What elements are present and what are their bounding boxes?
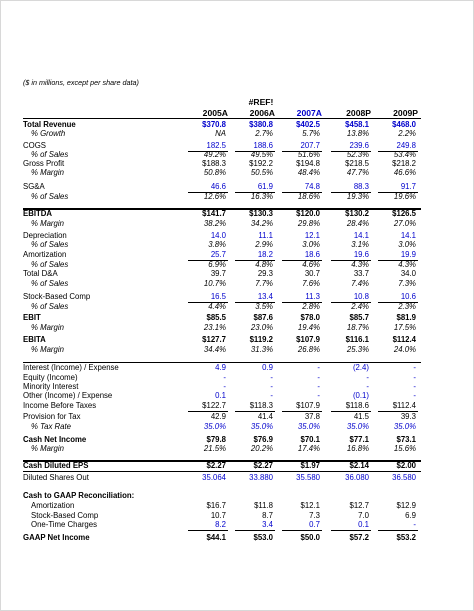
- cell-value: $122.7: [202, 401, 226, 410]
- cell-underline: [331, 302, 371, 303]
- cell-value: 16.8%: [346, 444, 369, 453]
- cell-value: 18.6: [304, 250, 320, 259]
- row-label: Total D&A: [23, 269, 58, 278]
- cell-underline: [282, 260, 322, 261]
- cell-value: 4.4%: [208, 302, 226, 311]
- cell-value: 249.8: [396, 141, 416, 150]
- cell-value: 36.580: [392, 473, 416, 482]
- cell-value: $79.8: [206, 435, 226, 444]
- cell-value: $107.9: [296, 335, 320, 344]
- cell-value: 12.6%: [203, 192, 226, 201]
- cell-value: 38.2%: [203, 219, 226, 228]
- cell-underline: [378, 151, 418, 152]
- cell-value: 39.7: [210, 269, 226, 278]
- cell-underline: [188, 151, 228, 152]
- cell-underline: [282, 192, 322, 193]
- cell-value: $70.1: [300, 435, 320, 444]
- cell-value: 8.2: [215, 520, 226, 529]
- cell-value: $126.5: [392, 209, 416, 218]
- table-row: [23, 168, 421, 178]
- cell-value: 25.3%: [346, 345, 369, 354]
- cell-value: 182.5: [206, 141, 226, 150]
- col-header-2006a: 2006A: [249, 108, 275, 118]
- cell-value: 11.1: [258, 231, 273, 240]
- cell-value: 3.0%: [302, 240, 320, 249]
- row-label: % Margin: [31, 168, 64, 177]
- cell-value: NA: [215, 129, 226, 138]
- row-label: % Margin: [31, 219, 64, 228]
- cell-value: $77.1: [349, 435, 369, 444]
- table-row: [23, 501, 421, 511]
- row-label: Amortization: [31, 501, 75, 510]
- cell-value: 7.7%: [255, 279, 273, 288]
- table-row: [23, 129, 421, 139]
- cell-value: -: [413, 363, 416, 372]
- cell-value: $85.5: [206, 313, 226, 322]
- table-row: [23, 461, 421, 471]
- cell-value: -: [317, 373, 320, 382]
- table-row: [23, 520, 421, 530]
- cell-value: 10.6: [400, 292, 416, 301]
- cell-value: 36.080: [345, 473, 369, 482]
- table-row: [23, 491, 421, 501]
- cell-underline: [331, 192, 371, 193]
- eps-rule-bottom: [23, 471, 421, 472]
- cell-value: $16.7: [206, 501, 226, 510]
- cell-value: 31.3%: [250, 345, 273, 354]
- cell-value: 8.7: [262, 511, 273, 520]
- cell-value: 207.7: [300, 141, 320, 150]
- cell-value: 49.2%: [203, 150, 226, 159]
- cell-value: 34.2%: [250, 219, 273, 228]
- cell-value: $116.1: [345, 335, 369, 344]
- row-label: % Margin: [31, 345, 64, 354]
- units-note: ($ in millions, except per share data): [23, 78, 139, 87]
- cell-value: $130.3: [249, 209, 273, 218]
- cell-value: $12.1: [300, 501, 320, 510]
- cell-value: 35.0%: [297, 422, 320, 431]
- cell-underline: [331, 411, 371, 412]
- cell-underline: [235, 192, 275, 193]
- row-label: Stock-Based Comp: [23, 292, 91, 301]
- cell-value: 24.0%: [393, 345, 416, 354]
- cell-value: $73.1: [396, 435, 416, 444]
- table-row: [23, 533, 421, 543]
- table-row: [23, 335, 421, 345]
- cell-value: 23.0%: [250, 323, 273, 332]
- cell-value: 47.7%: [346, 168, 369, 177]
- cell-value: 46.6: [210, 182, 226, 191]
- cell-value: 3.5%: [255, 302, 273, 311]
- row-label: Cash Net Income: [23, 435, 87, 444]
- cell-value: 14.1: [400, 231, 416, 240]
- cell-value: $2.27: [253, 461, 273, 470]
- table-row: [23, 292, 421, 302]
- table-row: [23, 422, 421, 432]
- col-header-2005a: 2005A: [202, 108, 228, 118]
- row-label: % of Sales: [31, 302, 69, 311]
- cell-value: $119.2: [249, 335, 273, 344]
- cell-value: $468.0: [392, 120, 416, 129]
- cell-value: 19.9: [400, 250, 416, 259]
- cell-value: -: [413, 373, 416, 382]
- cell-value: 39.3: [400, 412, 416, 421]
- cell-underline: [378, 192, 418, 193]
- cell-value: 35.0%: [203, 422, 226, 431]
- cell-underline: [331, 530, 371, 531]
- cell-value: 35.064: [202, 473, 226, 482]
- cell-value: $2.27: [206, 461, 226, 470]
- table-row: [23, 209, 421, 219]
- cell-value: 88.3: [353, 182, 369, 191]
- cell-value: $141.7: [202, 209, 226, 218]
- cell-value: 49.5%: [250, 150, 273, 159]
- cell-value: $194.8: [296, 159, 320, 168]
- cell-value: -: [366, 373, 369, 382]
- cell-value: $57.2: [349, 533, 369, 542]
- cell-underline: [188, 302, 228, 303]
- cell-value: 28.4%: [346, 219, 369, 228]
- table-row: [23, 313, 421, 323]
- cell-value: 7.6%: [302, 279, 320, 288]
- cell-value: $50.0: [300, 533, 320, 542]
- cell-value: 18.2: [257, 250, 273, 259]
- ebitda-rule: [23, 208, 421, 210]
- cell-value: $85.7: [349, 313, 369, 322]
- cell-value: 53.4%: [393, 150, 416, 159]
- row-label: Equity (Income): [23, 373, 78, 382]
- cell-value: 26.8%: [297, 345, 320, 354]
- cell-value: $112.4: [392, 335, 416, 344]
- cell-value: 19.6: [353, 250, 369, 259]
- table-row: [23, 473, 421, 483]
- cell-value: $12.9: [396, 501, 416, 510]
- cell-value: 34.4%: [203, 345, 226, 354]
- cell-value: 2.4%: [351, 302, 369, 311]
- cell-value: 2.8%: [302, 302, 320, 311]
- cell-value: 2.9%: [255, 240, 273, 249]
- cell-underline: [188, 411, 228, 412]
- cell-underline: [188, 530, 228, 531]
- table-row: [23, 182, 421, 192]
- cell-value: -: [270, 373, 273, 382]
- cell-value: $76.9: [253, 435, 273, 444]
- row-label: Stock-Based Comp: [31, 511, 99, 520]
- table-row: [23, 250, 421, 260]
- cell-value: -: [413, 520, 416, 529]
- eps-rule-top: [23, 460, 421, 462]
- cell-value: 15.6%: [393, 444, 416, 453]
- table-row: [23, 323, 421, 333]
- cell-underline: [235, 302, 275, 303]
- col-header-2007a: 2007A: [296, 108, 322, 118]
- row-label: % Margin: [31, 323, 64, 332]
- cell-value: 33.880: [249, 473, 273, 482]
- cell-value: $218.2: [392, 159, 416, 168]
- cell-value: 46.6%: [393, 168, 416, 177]
- table-row: [23, 363, 421, 373]
- cell-value: 188.6: [253, 141, 273, 150]
- row-label: % of Sales: [31, 192, 69, 201]
- cell-value: $458.1: [345, 120, 369, 129]
- row-label: Amortization: [23, 250, 67, 259]
- cell-value: 50.5%: [250, 168, 273, 177]
- cell-underline: [378, 302, 418, 303]
- cell-value: 13.8%: [346, 129, 369, 138]
- table-row: [23, 401, 421, 411]
- cell-underline: [235, 151, 275, 152]
- cell-value: $2.14: [349, 461, 369, 470]
- cell-value: 29.8%: [297, 219, 320, 228]
- row-label: Diluted Shares Out: [23, 473, 89, 482]
- cell-value: 0.7: [309, 520, 320, 529]
- table-row: [23, 279, 421, 289]
- ref-header: #REF!: [248, 97, 274, 107]
- cell-value: 17.5%: [393, 323, 416, 332]
- cell-value: 50.8%: [203, 168, 226, 177]
- cell-value: 51.6%: [297, 150, 320, 159]
- cell-underline: [378, 260, 418, 261]
- cell-value: 3.1%: [351, 240, 369, 249]
- cell-value: 34.0: [400, 269, 416, 278]
- cell-value: $118.3: [249, 401, 273, 410]
- cell-value: 10.8: [353, 292, 369, 301]
- header-rule: [23, 118, 421, 119]
- cell-value: $112.4: [392, 401, 416, 410]
- cell-value: 4.3%: [398, 260, 416, 269]
- table-row: [23, 192, 421, 202]
- row-label: % of Sales: [31, 279, 69, 288]
- cell-value: 74.8: [304, 182, 320, 191]
- cell-value: -: [366, 382, 369, 391]
- row-label: EBITDA: [23, 209, 53, 218]
- row-label: Cash to GAAP Reconciliation:: [23, 491, 135, 500]
- row-label: Other (Income) / Expense: [23, 391, 113, 400]
- row-label: % of Sales: [31, 150, 69, 159]
- row-label: % of Sales: [31, 240, 69, 249]
- cell-value: 16.5: [210, 292, 226, 301]
- cell-value: 41.4: [257, 412, 273, 421]
- cell-value: $130.2: [345, 209, 369, 218]
- cell-value: 21.5%: [203, 444, 226, 453]
- row-label: % of Sales: [31, 260, 69, 269]
- cell-value: 19.6%: [393, 192, 416, 201]
- cell-value: $44.1: [206, 533, 226, 542]
- cell-value: 6.9: [405, 511, 416, 520]
- cell-value: -: [317, 382, 320, 391]
- cell-value: 35.0%: [250, 422, 273, 431]
- cell-underline: [331, 260, 371, 261]
- cell-value: 52.3%: [346, 150, 369, 159]
- cell-value: 12.1: [304, 231, 320, 240]
- row-label: Interest (Income) / Expense: [23, 363, 119, 372]
- cell-value: $192.2: [249, 159, 273, 168]
- cell-value: $78.0: [300, 313, 320, 322]
- cell-value: 4.8%: [255, 260, 273, 269]
- cell-underline: [282, 151, 322, 152]
- cell-underline: [235, 530, 275, 531]
- cell-value: $370.8: [202, 120, 226, 129]
- cell-underline: [378, 530, 418, 531]
- cell-value: $11.8: [254, 501, 273, 510]
- cell-value: 14.1: [353, 231, 369, 240]
- row-label: Minority Interest: [23, 382, 79, 391]
- cell-underline: [235, 260, 275, 261]
- table-row: [23, 391, 421, 401]
- cell-value: 4.6%: [302, 260, 320, 269]
- interest-rule: [23, 362, 421, 363]
- cell-value: 19.3%: [346, 192, 369, 201]
- cell-value: (2.4): [352, 363, 369, 372]
- cell-underline: [378, 411, 418, 412]
- cell-value: 16.3%: [250, 192, 273, 201]
- row-label: % Growth: [31, 129, 66, 138]
- cell-value: 48.4%: [297, 168, 320, 177]
- row-label: EBIT: [23, 313, 41, 322]
- row-label: Cash Diluted EPS: [23, 461, 89, 470]
- table-row: [23, 302, 421, 312]
- cell-value: 10.7%: [203, 279, 226, 288]
- cell-underline: [282, 411, 322, 412]
- cell-value: -: [270, 391, 273, 400]
- cell-value: 0.9: [262, 363, 273, 372]
- cell-value: $127.7: [202, 335, 226, 344]
- cell-value: $81.9: [396, 313, 416, 322]
- row-label: Total Revenue: [23, 120, 76, 129]
- cell-value: 13.4: [257, 292, 273, 301]
- cell-value: -: [317, 363, 320, 372]
- cell-value: 42.9: [210, 412, 226, 421]
- cell-value: -: [270, 382, 273, 391]
- cell-value: 0.1: [358, 520, 369, 529]
- cell-value: 91.7: [400, 182, 416, 191]
- cell-value: 35.0%: [346, 422, 369, 431]
- cell-value: 0.1: [215, 391, 226, 400]
- table-row: [23, 219, 421, 229]
- cell-value: -: [223, 382, 226, 391]
- table-row: [23, 240, 421, 250]
- cell-value: 7.0: [358, 511, 369, 520]
- table-row: [23, 444, 421, 454]
- cell-value: $380.8: [249, 120, 273, 129]
- row-label: One-Time Charges: [31, 520, 98, 529]
- cell-value: -: [413, 382, 416, 391]
- cell-underline: [188, 260, 228, 261]
- cell-underline: [282, 302, 322, 303]
- cell-value: 35.580: [296, 473, 320, 482]
- cell-value: 2.3%: [398, 302, 416, 311]
- cell-value: $1.97: [300, 461, 320, 470]
- cell-underline: [331, 151, 371, 152]
- cell-value: -: [223, 373, 226, 382]
- cell-value: 7.3%: [398, 279, 416, 288]
- row-label: Gross Profit: [23, 159, 65, 168]
- cell-value: 35.0%: [393, 422, 416, 431]
- row-label: COGS: [23, 141, 46, 150]
- cell-value: $12.7: [349, 501, 369, 510]
- col-header-2009p: 2009P: [393, 108, 418, 118]
- cell-value: 25.7: [210, 250, 226, 259]
- row-label: % Margin: [31, 444, 64, 453]
- cell-value: 14.0: [210, 231, 226, 240]
- cell-value: 11.3: [305, 292, 320, 301]
- cell-value: $2.00: [396, 461, 416, 470]
- cell-underline: [235, 411, 275, 412]
- cell-value: $118.6: [345, 401, 369, 410]
- cell-value: $188.3: [202, 159, 226, 168]
- row-label: Income Before Taxes: [23, 401, 97, 410]
- cell-underline: [282, 530, 322, 531]
- cell-value: 27.0%: [393, 219, 416, 228]
- cell-value: 30.7: [304, 269, 320, 278]
- cell-value: 2.2%: [398, 129, 416, 138]
- cell-value: 41.5: [353, 412, 369, 421]
- cell-value: $107.9: [296, 401, 320, 410]
- cell-value: 3.8%: [208, 240, 226, 249]
- cell-value: 3.4: [262, 520, 273, 529]
- cell-value: 29.3: [257, 269, 273, 278]
- cell-value: 37.8: [304, 412, 320, 421]
- cell-value: 3.0%: [398, 240, 416, 249]
- row-label: EBITA: [23, 335, 46, 344]
- cell-value: 17.4%: [297, 444, 320, 453]
- cell-value: -: [317, 391, 320, 400]
- cell-value: 6.9%: [208, 260, 226, 269]
- table-row: [23, 412, 421, 422]
- cell-value: $402.5: [296, 120, 320, 129]
- cell-value: 239.6: [349, 141, 369, 150]
- row-label: % Tax Rate: [31, 422, 72, 431]
- table-row: [23, 269, 421, 279]
- cell-underline: [188, 192, 228, 193]
- cell-value: 7.3: [309, 511, 320, 520]
- cell-value: 7.4%: [351, 279, 369, 288]
- row-label: Depreciation: [23, 231, 67, 240]
- cell-value: $53.0: [253, 533, 273, 542]
- cell-value: (0.1): [352, 391, 369, 400]
- cell-value: -: [413, 391, 416, 400]
- cell-value: $53.2: [396, 533, 416, 542]
- cell-value: $87.6: [253, 313, 273, 322]
- col-header-2008p: 2008P: [346, 108, 371, 118]
- cell-value: $120.0: [296, 209, 320, 218]
- cell-value: 19.4%: [297, 323, 320, 332]
- cell-value: 2.7%: [255, 129, 273, 138]
- cell-value: 20.2%: [250, 444, 273, 453]
- cell-value: $218.5: [345, 159, 369, 168]
- row-label: SG&A: [23, 182, 45, 191]
- cell-value: 10.7: [210, 511, 226, 520]
- row-label: GAAP Net Income: [23, 533, 90, 542]
- cell-value: 4.9: [215, 363, 226, 372]
- table-row: [23, 345, 421, 355]
- cell-value: 18.7%: [346, 323, 369, 332]
- cell-value: 23.1%: [203, 323, 226, 332]
- cell-value: 33.7: [353, 269, 369, 278]
- cell-value: 61.9: [257, 182, 273, 191]
- cell-value: 5.7%: [302, 129, 320, 138]
- cell-value: 4.3%: [351, 260, 369, 269]
- cell-value: 18.6%: [297, 192, 320, 201]
- row-label: Provision for Tax: [23, 412, 81, 421]
